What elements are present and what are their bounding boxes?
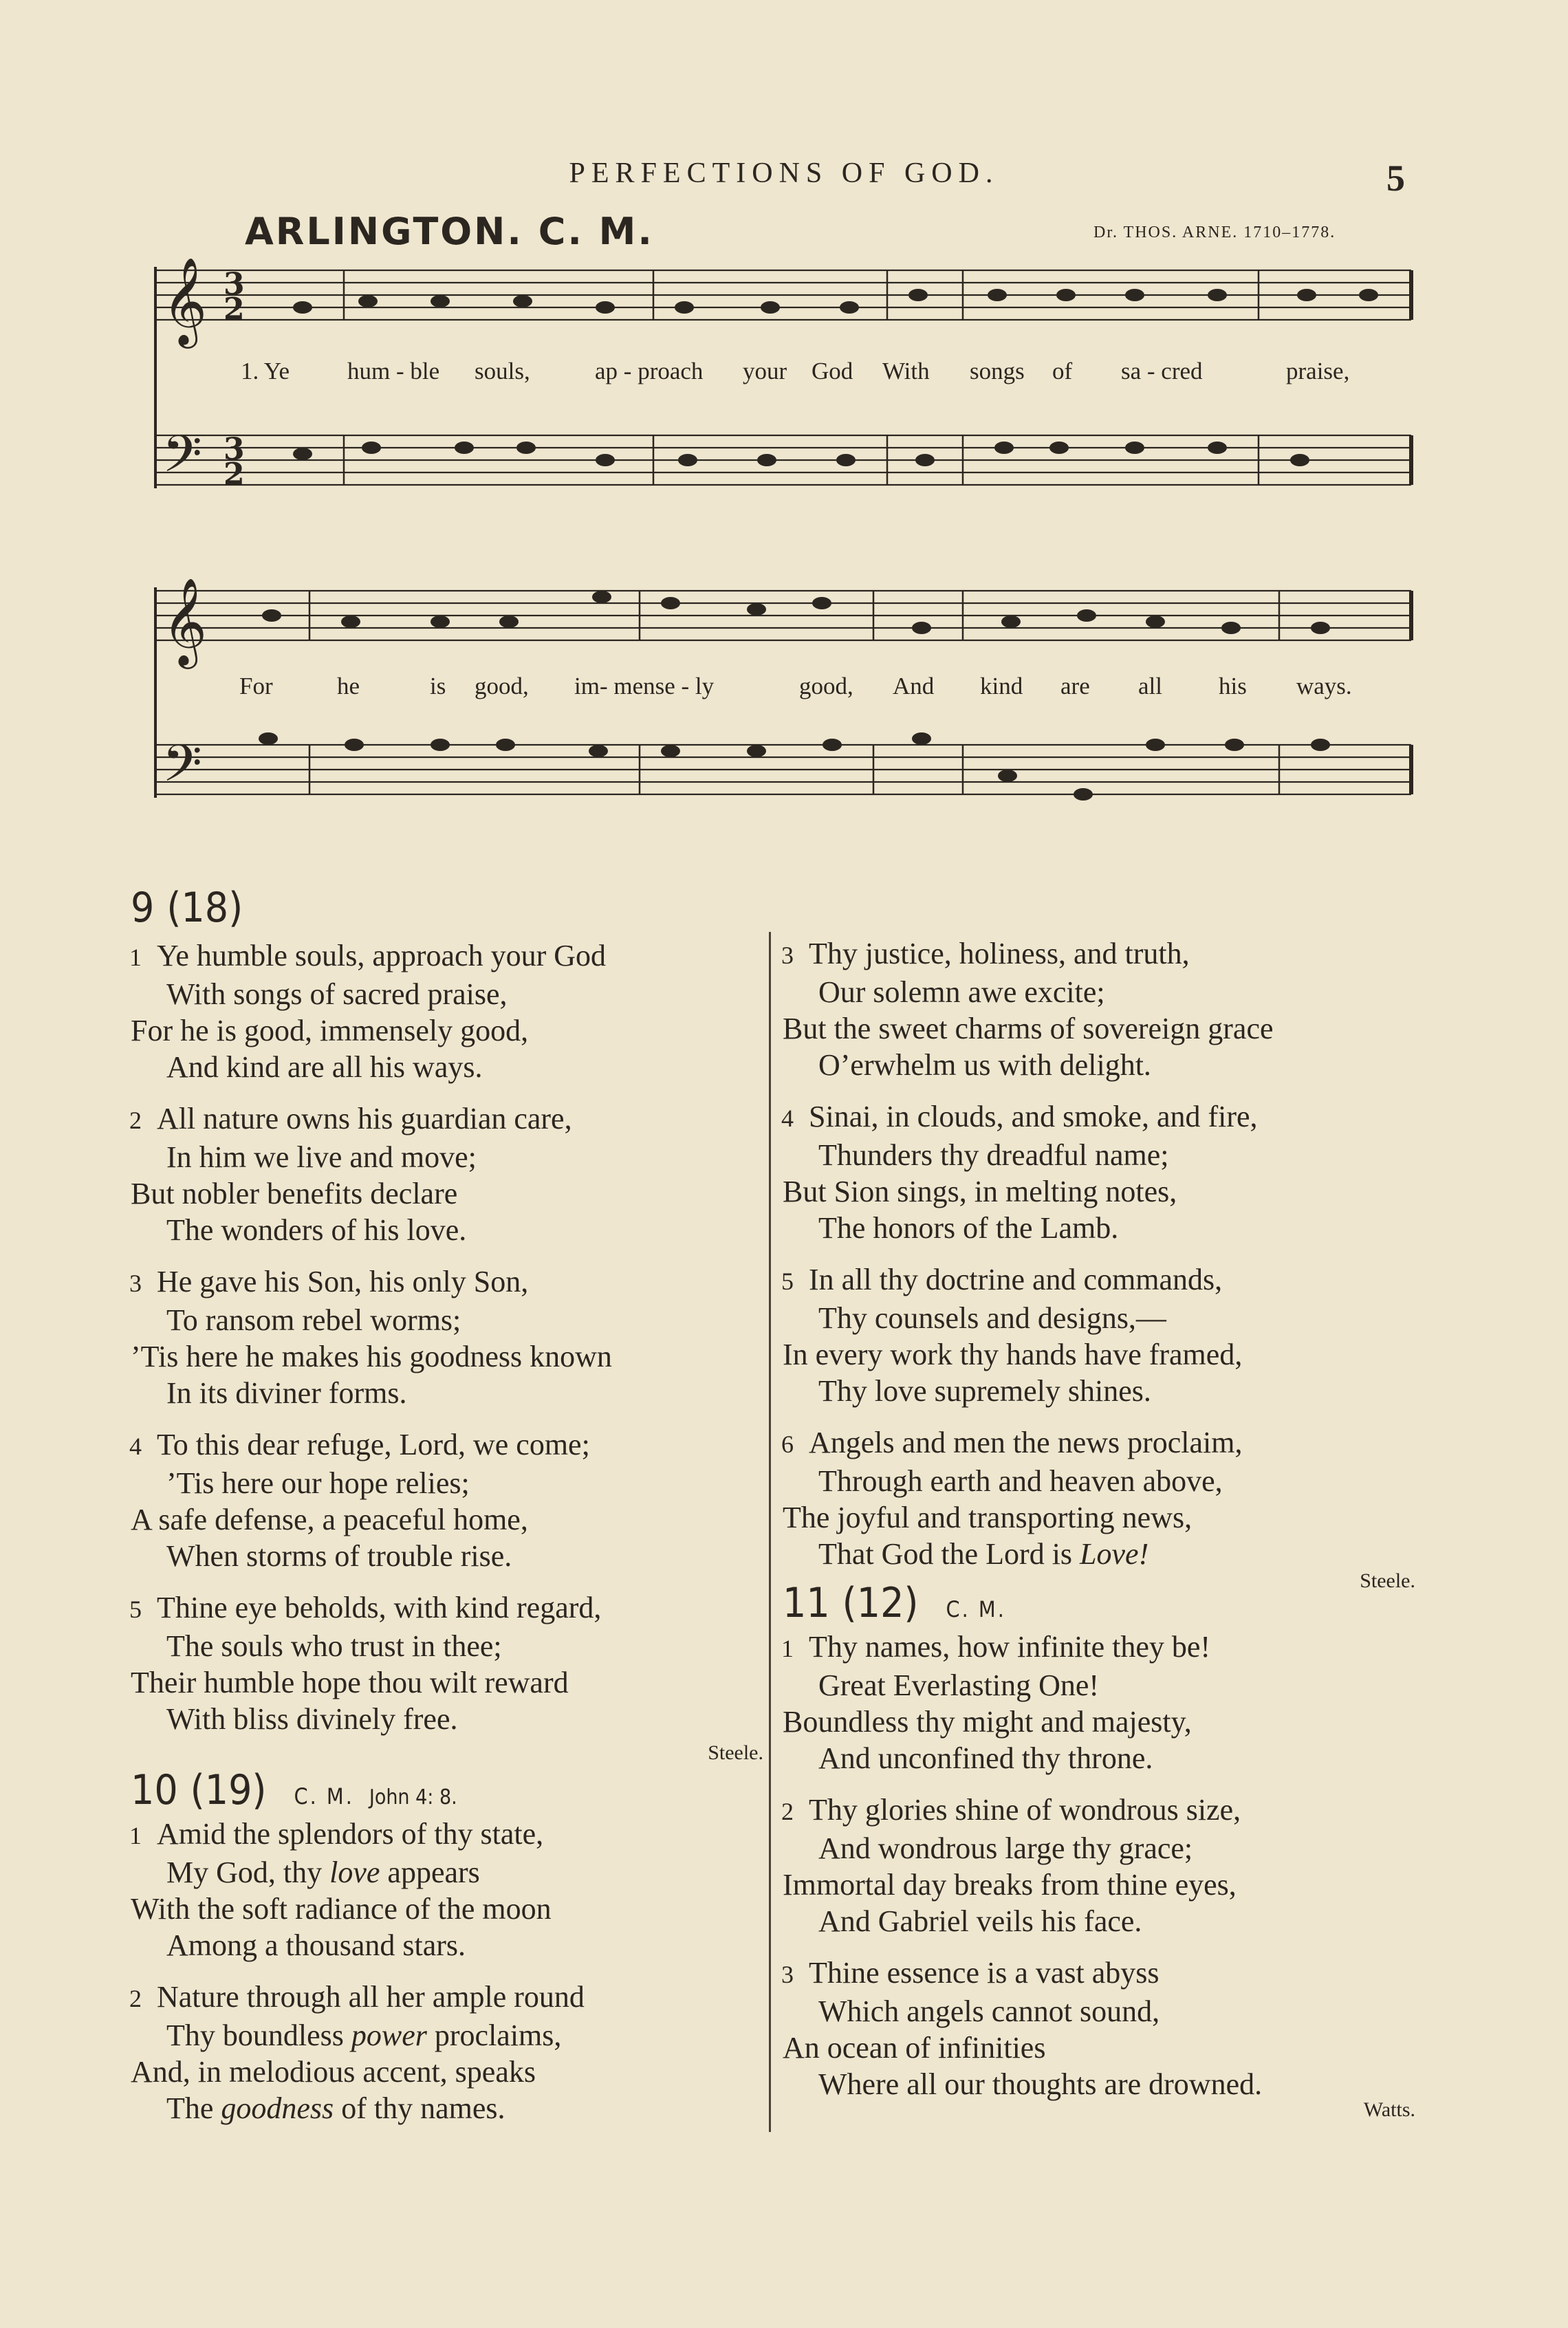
stanza-number: 3 [781,942,794,969]
italic-word: Love! [1080,1537,1149,1571]
verse-line: With bliss divinely free. [166,1702,458,1736]
stanza [783,1098,1415,1246]
verse-line: Thy glories shine of wondrous size, [809,1793,1241,1827]
lyric: your [743,358,787,384]
verse-line: Immortal day breaks from thine eyes, [783,1868,1237,1902]
stanza [783,1261,1415,1409]
hymn-author: Steele. [1360,1569,1415,1592]
verse-line: Great Everlasting One! [818,1668,1100,1702]
verse-line: Among a thousand stars. [166,1928,466,1962]
verse-line: And unconfined thy throne. [818,1741,1153,1775]
lyric: ways. [1296,673,1352,699]
hymn-number: 11 [783,1579,830,1627]
hymn-meter: C. M. [294,1783,354,1809]
stanza-number: 4 [781,1105,794,1132]
verse-line: Nature through all her ample round [157,1980,585,2014]
verse-line: Thy boundless [166,2019,344,2052]
verse-line: Their humble hope thou wilt reward [131,1666,569,1699]
svg-text:3: 3 [224,267,245,302]
lyric: good, [799,673,853,699]
verse-line: Angels and men the news proclaim, [809,1426,1243,1459]
tune-name: ARLINGTON. C. M. [245,210,654,253]
verse-line: The [166,2091,214,2125]
verse-line: And wondrous large thy grace; [818,1831,1193,1865]
verse-line: The souls who trust in thee; [166,1629,502,1663]
stanza [783,1792,1415,1939]
stanza [131,937,763,1085]
verse-line: My God, thy [166,1856,323,1889]
hymn-11-heading [783,1579,1415,1627]
verse-line: In its diviner forms. [166,1376,407,1410]
stanza-number: 3 [781,1961,794,1988]
verse-line: Boundless thy might and majesty, [783,1705,1192,1739]
lyric: praise, [1286,358,1350,384]
verse-line: Through earth and heaven above, [818,1464,1223,1498]
verse-line: An ocean of infinities [783,2031,1046,2065]
lyric: kind [980,673,1023,699]
lyric: 1. Ye [241,358,290,384]
verse-line: of thy names. [341,2091,505,2125]
verse-line: The joyful and transporting news, [783,1501,1193,1534]
lyric: his [1219,673,1247,699]
verse-line: In every work thy hands have framed, [783,1338,1243,1371]
verse-line: ’Tis here he makes his goodness known [131,1340,612,1373]
stanza-number: 1 [129,1822,142,1849]
stanza-number: 1 [129,944,142,971]
verse-line: With songs of sacred praise, [166,977,508,1011]
lyric: songs [970,358,1025,384]
stanza-number: 5 [129,1596,142,1623]
running-title: PERFECTIONS OF GOD. [569,157,999,189]
lyric: And [893,673,935,699]
lyric: With [882,358,930,384]
stanza-number: 2 [129,1107,142,1134]
stanza [131,1263,763,1411]
page-number: 5 [1386,157,1405,199]
verse-line: proclaims, [434,2019,562,2052]
verse-line: But Sion sings, in melting notes, [783,1175,1177,1208]
left-column [131,884,763,2126]
verse-line: For he is good, immensely good, [131,1014,529,1047]
verse-line: Thy justice, holiness, and truth, [809,937,1190,970]
bar-lines [309,270,1279,794]
verse-line: Thunders thy dreadful name; [818,1138,1169,1172]
verse-line: And Gabriel veils his face. [818,1904,1142,1938]
verse-line: To ransom rebel worms; [166,1303,461,1337]
hymn-number: 10 [131,1766,178,1814]
lyric: he [337,673,360,699]
stanza [131,1979,763,2126]
verse-line: Thine essence is a vast abyss [809,1956,1159,1990]
verse-line: Thy counsels and designs,— [818,1301,1166,1335]
lyric: ap - proach [595,358,704,384]
hymn-alt-number: (18) [166,884,243,932]
lyric: hum - ble [347,358,440,384]
italic-word: goodness [221,2091,334,2125]
verse-line: Our solemn awe excite; [818,975,1105,1009]
staff-lines [157,270,1411,794]
svg-text:𝄢: 𝄢 [162,424,202,497]
stanza [131,1589,763,1737]
hymn-9-heading [131,884,763,932]
verse-line: Thy names, how infinite they be! [809,1630,1211,1664]
verse-line: appears [387,1856,480,1889]
verse-line: With the soft radiance of the moon [131,1892,552,1926]
verse-line: Thine eye beholds, with kind regard, [157,1591,602,1624]
hymn-number: 9 [131,884,155,932]
stanza [131,1100,763,1248]
lyric: of [1052,358,1073,384]
verse-line: To this dear refuge, Lord, we come; [157,1428,590,1461]
stanza [783,1424,1415,1572]
hymn-author: Watts. [1363,2098,1415,2121]
verse-line: Sinai, in clouds, and smoke, and fire, [809,1100,1258,1133]
lyric: all [1138,673,1162,699]
lyric: is [430,673,446,699]
stanza [783,935,1415,1083]
stanza [783,1629,1415,1776]
hymn-meter: C. M. [946,1596,1006,1622]
verse-line: Where all our thoughts are drowned. [818,2067,1263,2101]
clefs [162,257,207,806]
stanza [783,1955,1415,2102]
lyric: good, [475,673,529,699]
svg-text:2: 2 [224,292,245,327]
lyric: im- mense - ly [574,673,715,699]
italic-word: love [329,1856,380,1889]
lyric: are [1060,673,1090,699]
music-lyrics-system-2 [0,673,1568,707]
verse-line: But nobler benefits declare [131,1177,458,1210]
verse-line: Ye humble souls, approach your God [157,939,607,972]
right-column [783,935,1415,2122]
stanza-number: 2 [129,1985,142,2012]
column-divider [769,932,771,2132]
verse-line: And, in melodious accent, speaks [131,2055,536,2089]
hymn-author: Steele. [708,1741,763,1764]
verse-line: But the sweet charms of sovereign grace [783,1012,1274,1045]
lyric: souls, [475,358,530,384]
verse-line: That God the Lord is [818,1537,1073,1571]
svg-text:2: 2 [224,457,245,492]
lyric: For [239,673,273,699]
verse-line: The wonders of his love. [166,1213,467,1247]
lyric: God [812,358,853,384]
verse-line: All nature owns his guardian care, [157,1102,572,1135]
verse-line: Thy love supremely shines. [818,1374,1151,1408]
svg-text:𝄞: 𝄞 [162,257,208,345]
hymn-10-heading [131,1766,763,1814]
svg-text:3: 3 [224,432,245,467]
hymn-alt-number: (12) [842,1579,919,1627]
verse-line: In all thy doctrine and commands, [809,1263,1223,1296]
stanza-number: 3 [129,1270,142,1297]
stanza [131,1426,763,1574]
composer-credit: Dr. THOS. ARNE. 1710–1778. [1093,224,1336,241]
stanza-number: 4 [129,1433,142,1460]
stanza-number: 5 [781,1268,794,1295]
verse-line: ’Tis here our hope relies; [166,1466,470,1500]
verse-line: And kind are all his ways. [166,1050,483,1084]
lyric: sa - cred [1121,358,1203,384]
svg-text:𝄢: 𝄢 [162,734,202,806]
stanza-number: 2 [781,1798,794,1825]
verse-line: When storms of trouble rise. [166,1539,512,1573]
scripture-reference: John 4: 8. [369,1785,457,1809]
music-lyrics-system-1 [0,358,1568,392]
hymn-alt-number: (19) [190,1766,267,1814]
stanza-number: 1 [781,1635,794,1662]
stanza-number: 6 [781,1430,794,1458]
verse-line: He gave his Son, his only Son, [157,1265,529,1298]
verse-line: Amid the splendors of thy state, [157,1817,544,1851]
verse-line: Which angels cannot sound, [818,1994,1160,2028]
verse-line: O’erwhelm us with delight. [818,1048,1151,1082]
svg-text:𝄞: 𝄞 [162,577,208,665]
verse-line: In him we live and move; [166,1140,477,1174]
verse-line: A safe defense, a peaceful home, [131,1503,528,1536]
italic-word: power [351,2019,427,2052]
stanza [131,1816,763,1963]
verse-line: The honors of the Lamb. [818,1211,1119,1245]
